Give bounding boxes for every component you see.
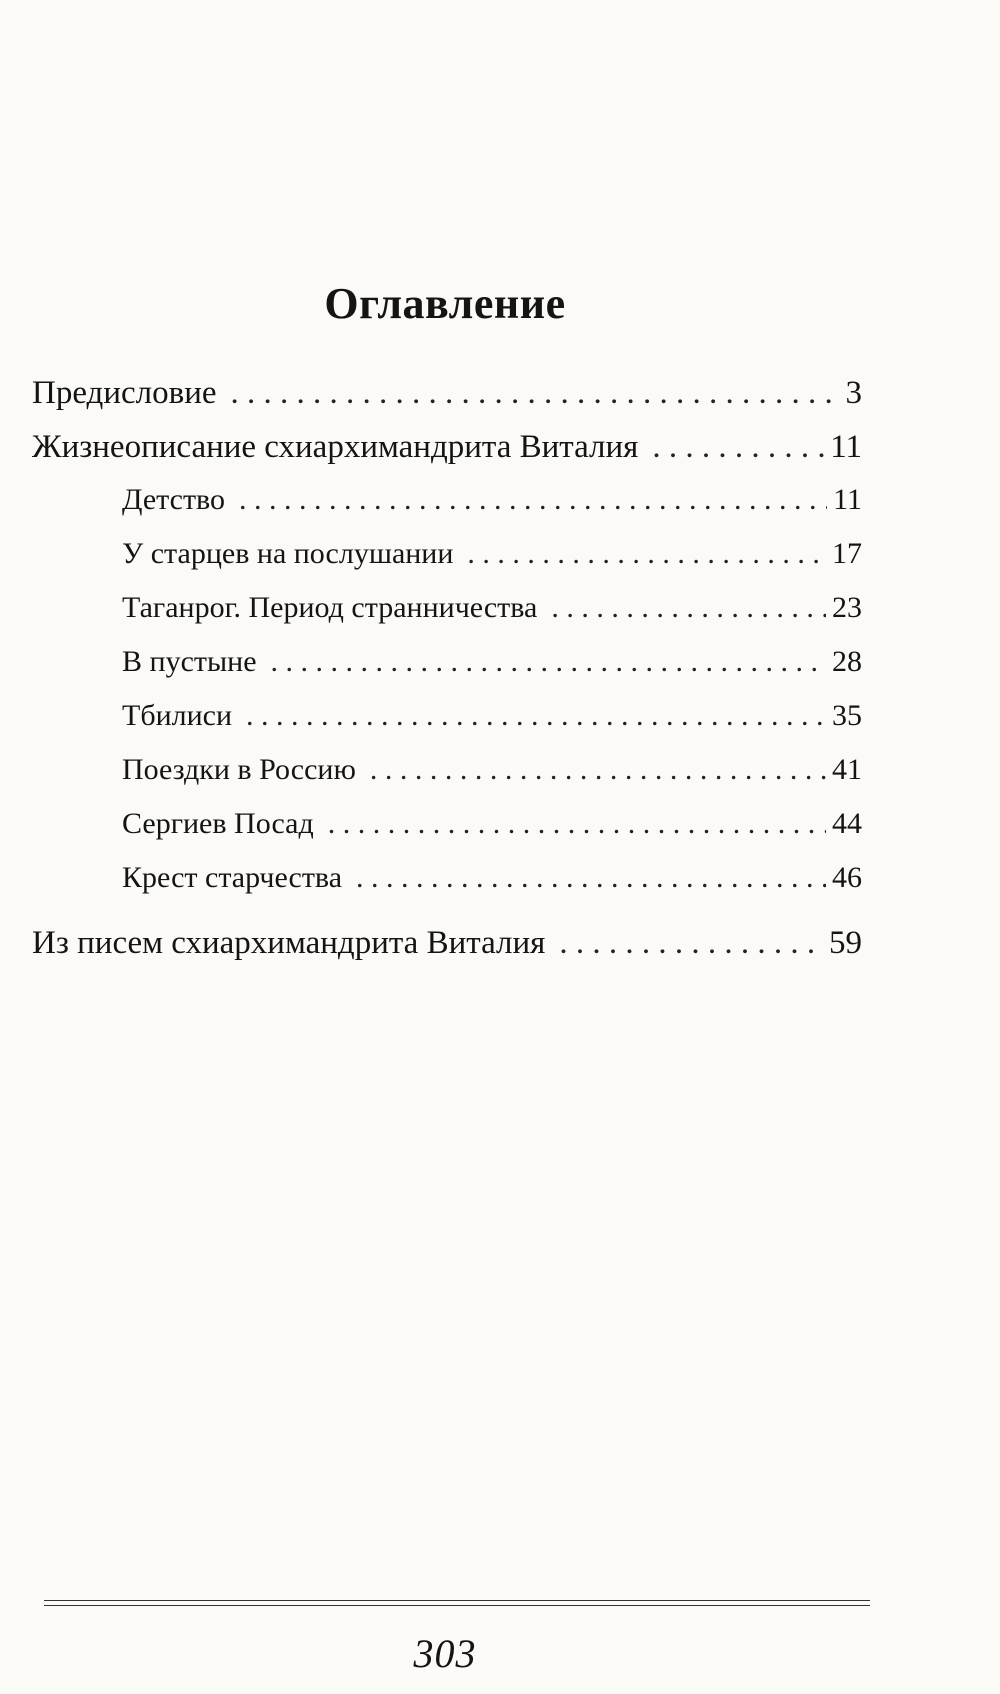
page-number: 303 (413, 1631, 477, 1676)
footer-rule (44, 1605, 870, 1606)
toc-entry-label: У старцев на послушании (122, 537, 454, 570)
toc-entry-childhood (122, 483, 862, 517)
toc-entry-label: Сергиев Посад (122, 807, 314, 840)
dot-leader (551, 591, 826, 625)
toc-entry-tbilisi (122, 699, 862, 733)
toc-entry-page: 35 (832, 699, 862, 732)
footer-rule (44, 1600, 870, 1601)
toc-entry-label: Таганрог. Период странничества (122, 591, 538, 624)
toc-entry-page: 3 (845, 375, 862, 411)
toc-entry-page: 46 (832, 861, 862, 894)
toc-entry-page: 11 (830, 429, 862, 465)
toc-entry-sergiev-posad (122, 807, 862, 841)
toc-entry-label: Предисловие (32, 375, 217, 411)
dot-leader (559, 925, 823, 962)
dot-leader (652, 429, 824, 466)
toc-entry-label: Из писем схиархимандрита Виталия (32, 925, 546, 961)
toc-entry-page: 44 (832, 807, 862, 840)
toc-entry-obedience (122, 537, 862, 571)
dot-leader (467, 537, 826, 571)
page-title: Оглавление (324, 279, 566, 328)
toc-entry-label: Детство (122, 483, 226, 516)
toc-entry-page: 28 (832, 645, 862, 678)
dot-leader (370, 753, 826, 787)
toc-entry-biography (32, 429, 862, 466)
toc-entry-taganrog (122, 591, 862, 625)
toc-entry-russia-trips (122, 753, 862, 787)
footer-double-rule (44, 1600, 870, 1610)
toc-entry-label: Тбилиси (122, 699, 233, 732)
toc-entry-label: Крест старчества (122, 861, 343, 894)
toc-entry-label: Поездки в Россию (122, 753, 356, 786)
toc-entry-page: 23 (832, 591, 862, 624)
toc-entry-label: Жизнеописание схиархимандрита Виталия (32, 429, 639, 465)
toc-entry-page: 41 (832, 753, 862, 786)
dot-leader (328, 807, 826, 841)
dot-leader (271, 645, 826, 679)
toc-entry-letters (32, 925, 862, 962)
toc-entry-preface (32, 375, 862, 412)
dot-leader (239, 483, 827, 517)
toc-entry-page: 17 (832, 537, 862, 570)
dot-leader (246, 699, 826, 733)
toc-entry-page: 59 (829, 925, 862, 961)
toc-entry-desert (122, 645, 862, 679)
toc-entry-page: 11 (833, 483, 862, 516)
dot-leader (231, 375, 840, 412)
toc-entry-label: В пустыне (122, 645, 257, 678)
dot-leader (356, 861, 826, 895)
toc-entry-cross-of-eldership (122, 861, 862, 895)
